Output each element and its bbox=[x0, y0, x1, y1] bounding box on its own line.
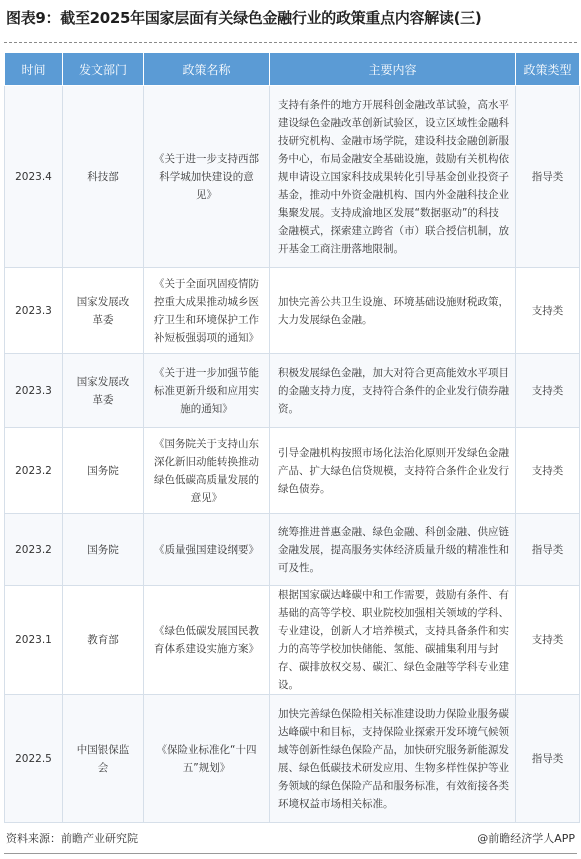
cell-time: 2023.4 bbox=[5, 86, 63, 268]
cell-policy-type: 指导类 bbox=[516, 514, 580, 586]
cell-time: 2023.2 bbox=[5, 428, 63, 514]
footer-divider bbox=[4, 853, 577, 854]
cell-dept: 中国银保监会 bbox=[63, 695, 144, 823]
chart-title: 图表9：截至2025年国家层面有关绿色金融行业的政策重点内容解读(三) bbox=[6, 9, 482, 27]
cell-dept: 国家发展改革委 bbox=[63, 354, 144, 428]
cell-content: 支持有条件的地方开展科创金融改革试验，高水平建设绿色金融改革创新试验区，设立区域性金融科技研究机构、金融市场学院，建设科技金融创新服务中心，布局金融安全基础设施，鼓励有关机构依规申请设立国家科技成果转化引导基金创业投资子基金，推动中外资金融机构、国内外金融科技企业集聚发展。支持成渝地区发展“数据驱动”的科技金融模式，探索建立跨省（市）联合授信机制，放开基金工商注册落地限制。 bbox=[270, 86, 516, 268]
cell-content: 根据国家碳达峰碳中和工作需要，鼓励有条件、有基础的高等学校、职业院校加强相关领域的学科、专业建设，创新人才培养模式，支持具备条件和实力的高等学校加快储能、氢能、碳捕集利用与封存、碳排放权交易、碳汇、绿色金融等学科专业建设。 bbox=[270, 586, 516, 695]
cell-content: 引导金融机构按照市场化法治化原则开发绿色金融产品、扩大绿色信贷规模，支持符合条件企业发行绿色债券。 bbox=[270, 428, 516, 514]
header-dept: 发文部门 bbox=[63, 53, 144, 86]
table-row bbox=[5, 86, 580, 268]
header-policy-name: 政策名称 bbox=[144, 53, 270, 86]
cell-policy-name: 《关于进一步支持西部科学城加快建设的意见》 bbox=[144, 86, 270, 268]
table-row bbox=[5, 428, 580, 514]
cell-policy-type: 支持类 bbox=[516, 428, 580, 514]
source-note: 资料来源：前瞻产业研究院 bbox=[6, 832, 138, 845]
table-row bbox=[5, 586, 580, 695]
cell-content: 统筹推进普惠金融、绿色金融、科创金融、供应链金融发展，提高服务实体经济质量升级的精准性和可及性。 bbox=[270, 514, 516, 586]
cell-time: 2023.3 bbox=[5, 268, 63, 354]
cell-content: 积极发展绿色金融，加大对符合更高能效水平项目的金融支持力度，支持符合条件的企业发行债券融资。 bbox=[270, 354, 516, 428]
cell-time: 2023.3 bbox=[5, 354, 63, 428]
cell-policy-name: 《质量强国建设纲要》 bbox=[144, 514, 270, 586]
table-header-row bbox=[5, 53, 580, 86]
cell-policy-type: 支持类 bbox=[516, 268, 580, 354]
title-divider bbox=[4, 42, 577, 43]
brand-credit: @前瞻经济学人APP bbox=[477, 832, 575, 845]
cell-policy-name: 《关于全面巩固疫情防控重大成果推动城乡医疗卫生和环境保护工作补短板强弱项的通知》 bbox=[144, 268, 270, 354]
table-row bbox=[5, 354, 580, 428]
footer bbox=[6, 830, 575, 848]
cell-content: 加快完善绿色保险相关标准建设助力保险业服务碳达峰碳中和目标，支持保险业探索开发环境气候领域等创新性绿色保险产品，加快研究服务新能源发展、绿色低碳技术研发应用、生物多样性保护等业务领域的绿色保险产品和服务标准，有效衔接各类环境权益市场相关标准。 bbox=[270, 695, 516, 823]
cell-dept: 科技部 bbox=[63, 86, 144, 268]
header-content: 主要内容 bbox=[270, 53, 516, 86]
table-row bbox=[5, 268, 580, 354]
cell-policy-type: 支持类 bbox=[516, 586, 580, 695]
cell-time: 2022.5 bbox=[5, 695, 63, 823]
table-row bbox=[5, 695, 580, 823]
table-row bbox=[5, 514, 580, 586]
cell-dept: 国家发展改革委 bbox=[63, 268, 144, 354]
cell-dept: 国务院 bbox=[63, 514, 144, 586]
cell-policy-name: 《绿色低碳发展国民教育体系建设实施方案》 bbox=[144, 586, 270, 695]
cell-policy-name: 《保险业标准化“十四五”规划》 bbox=[144, 695, 270, 823]
header-time: 时间 bbox=[5, 53, 63, 86]
header-policy-type: 政策类型 bbox=[516, 53, 580, 86]
cell-content: 加快完善公共卫生设施、环境基础设施财税政策，大力发展绿色金融。 bbox=[270, 268, 516, 354]
cell-dept: 教育部 bbox=[63, 586, 144, 695]
cell-dept: 国务院 bbox=[63, 428, 144, 514]
cell-policy-type: 支持类 bbox=[516, 354, 580, 428]
policy-table bbox=[4, 52, 580, 823]
cell-policy-type: 指导类 bbox=[516, 695, 580, 823]
cell-policy-name: 《关于进一步加强节能标准更新升级和应用实施的通知》 bbox=[144, 354, 270, 428]
cell-time: 2023.1 bbox=[5, 586, 63, 695]
cell-policy-name: 《国务院关于支持山东深化新旧动能转换推动绿色低碳高质量发展的意见》 bbox=[144, 428, 270, 514]
cell-time: 2023.2 bbox=[5, 514, 63, 586]
cell-policy-type: 指导类 bbox=[516, 86, 580, 268]
